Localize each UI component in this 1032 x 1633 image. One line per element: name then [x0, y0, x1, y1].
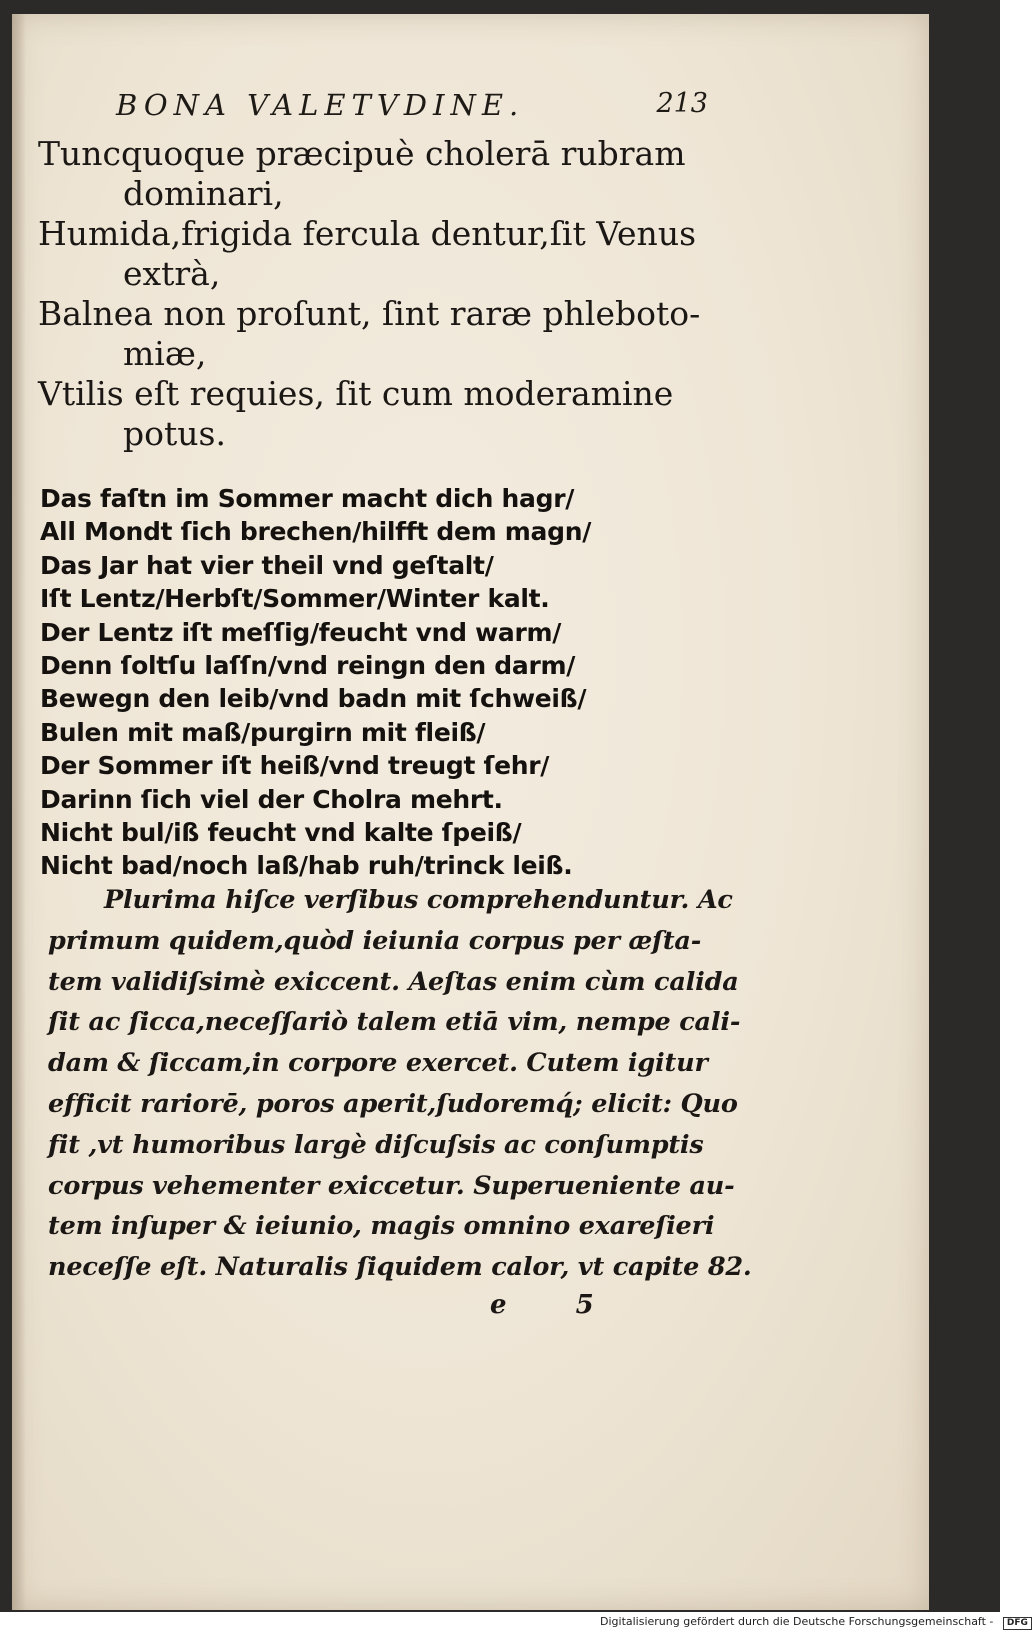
commentary-line: tem inſuper & ieiunio, magis omnino exareſieri: [48, 1211, 715, 1242]
german-verse-line: Bewegn den leib/vnd badn mit ſchweiß/: [40, 684, 587, 714]
german-verse-block: [40, 482, 720, 883]
commentary-line: Plurima hiſce verſibus comprehenduntur. Ac: [104, 885, 733, 915]
german-verse-line: Iſt Lentz/Herbſt/Sommer/Winter kalt.: [40, 584, 550, 614]
german-verse-line: Darinn ſich viel der Cholra mehrt.: [40, 784, 503, 814]
german-verse-line: Der Lentz iſt meſſig/feucht vnd warm/: [40, 617, 562, 647]
signature-mark: e 5: [490, 1290, 624, 1320]
german-verse-line: Das faſtn im Sommer macht dich hagr/: [40, 484, 575, 513]
commentary-line: primum quidem,quòd ieiunia corpus per æſta-: [48, 925, 702, 956]
commentary-line: efficit rariorē, poros aperit,ſudoremq́; elicit: Quo: [48, 1088, 738, 1119]
latin-commentary: [48, 880, 752, 1288]
verse-line: Vtilis eſt requies, ſit cum moderamine: [38, 374, 674, 413]
german-verse-line: Das Jar hat vier theil vnd geſtalt/: [40, 550, 494, 580]
running-head: [108, 88, 708, 128]
commentary-line: dam & ſiccam,in corpore exercet. Cutem igitur: [48, 1048, 708, 1079]
latin-verse-block: [38, 134, 728, 454]
commentary-line: tem validiſsimè exiccent. Aeſtas enim cùm calida: [48, 966, 739, 997]
verse-line: potus.: [123, 414, 226, 453]
german-verse-line: Der Sommer iſt heiß/vnd treugt ſehr/: [40, 751, 550, 781]
dfg-logo: DFG: [1003, 1617, 1032, 1630]
verse-line: Balnea non proſunt, ſint raræ phleboto-: [38, 294, 701, 333]
german-verse-line: Bulen mit maß/purgirn mit fleiß/: [40, 717, 486, 747]
verse-line: Tuncquoque præcipuè cholerā rubram: [38, 134, 686, 173]
german-verse-line: Nicht bad/noch laß/hab ruh/trinck leiß.: [40, 851, 573, 881]
page-number: 213: [656, 88, 708, 119]
commentary-line: neceſſe eſt. Naturalis ſiquidem calor, vt capite 82.: [48, 1252, 752, 1283]
verse-line: dominari,: [123, 174, 284, 213]
verse-line: miæ,: [123, 334, 207, 373]
running-title: BONA VALETVDINE.: [116, 88, 525, 122]
verse-line: extrà,: [123, 254, 221, 293]
commentary-line: fit ,vt humoribus largè diſcuſsis ac conſumptis: [48, 1129, 704, 1160]
german-verse-line: All Mondt ſich brechen/hilfft dem magn/: [40, 517, 592, 547]
commentary-line: corpus vehementer exiccetur. Superueniente au-: [48, 1170, 735, 1201]
page-gutter-shadow: [12, 14, 26, 1610]
german-verse-line: Denn ſoltſu laſſn/vnd reingn den darm/: [40, 651, 576, 681]
digitization-footer: [600, 1615, 1032, 1630]
german-verse-line: Nicht bul/iß feucht vnd kalte ſpeiß/: [40, 818, 522, 848]
commentary-line: ſit ac ſicca,neceſſariò talem etiā vim, nempe cali-: [48, 1007, 741, 1038]
verse-line: Humida,frigida fercula dentur,ſit Venus: [38, 214, 697, 253]
footer-credit: Digitalisierung gefördert durch die Deutsche Forschungsgemeinschaft -: [600, 1615, 994, 1628]
